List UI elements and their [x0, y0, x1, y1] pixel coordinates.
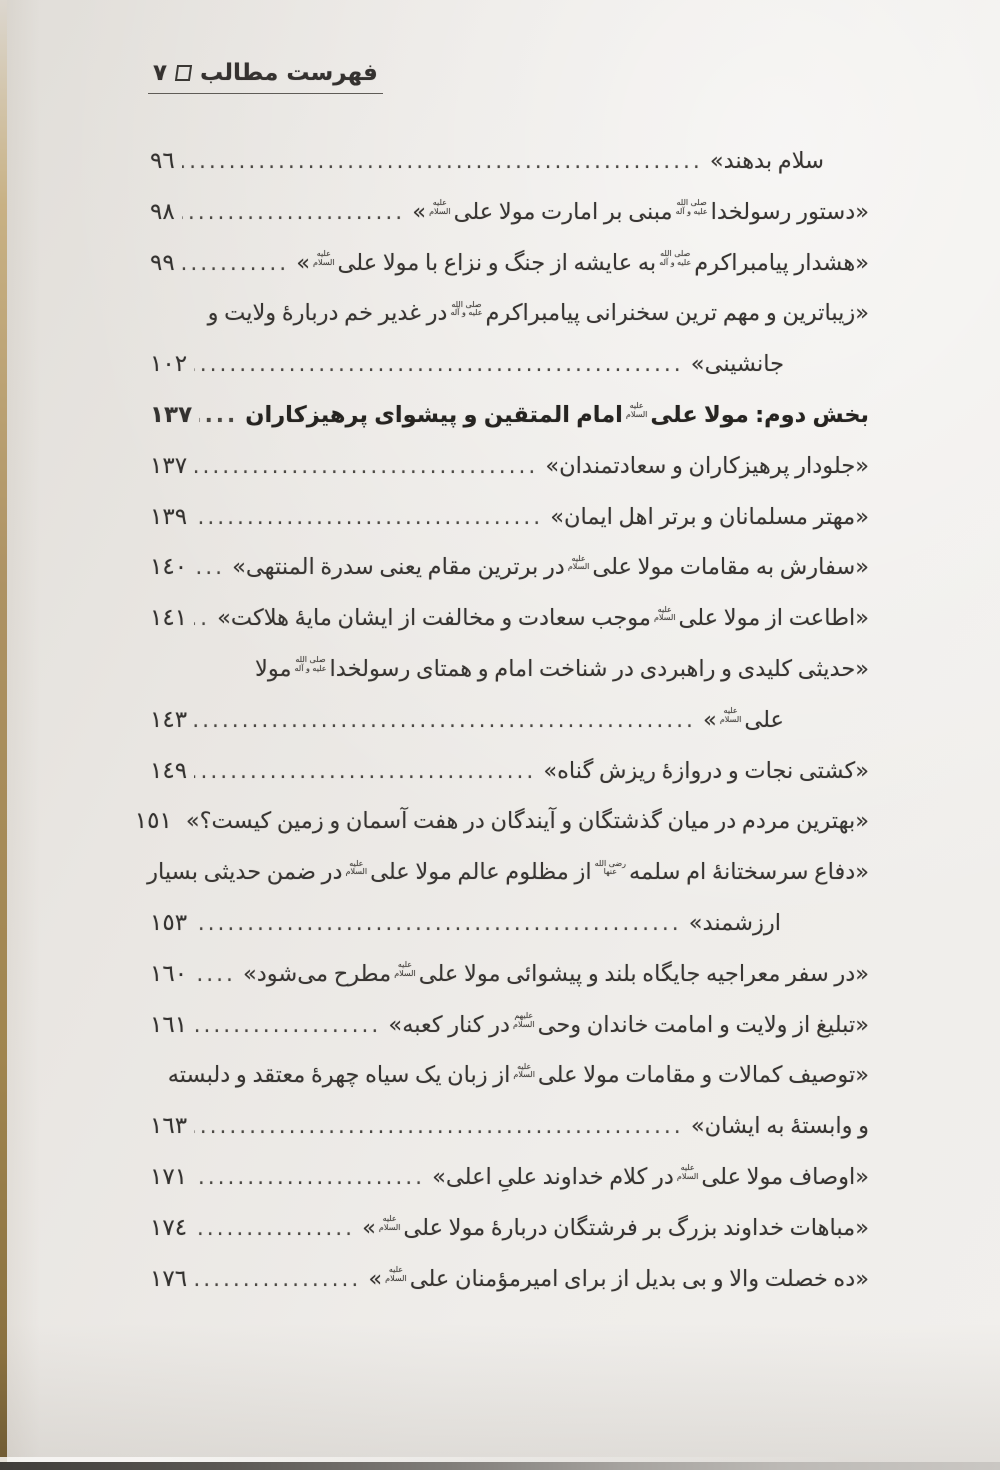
- title-text: »: [412, 198, 427, 225]
- bottom-page-edge: [0, 1462, 1000, 1470]
- header-page-number: ٧: [153, 60, 168, 86]
- toc-entry-page-number: ٩٩: [150, 249, 175, 276]
- toc-entry-title: [545, 441, 869, 492]
- toc-entry-row: [150, 593, 869, 644]
- dot-leader: [194, 441, 538, 492]
- honorific-mark: علیه السلام: [676, 1163, 699, 1181]
- toc-entry-title: [147, 847, 869, 898]
- title-text: »: [368, 1265, 383, 1292]
- honorific-mark: علیه السلام: [653, 604, 676, 623]
- toc-entry-title: [703, 695, 869, 746]
- title-text: «در سفر معراجیه جایگاه بلند و پیشوائی مولا علی: [418, 960, 869, 987]
- title-text: «دفاع سرسختانهٔ ام سلمه: [629, 859, 869, 886]
- dot-leader: [194, 746, 536, 797]
- left-page-edge: [0, 0, 7, 1470]
- dot-leader: [194, 542, 225, 593]
- toc-entry-title: [691, 1101, 869, 1152]
- toc-entry-page-number: ١٥٣: [150, 909, 188, 936]
- toc-entry-title: [245, 390, 869, 441]
- toc-entry-page-number: ١٦٣: [150, 1113, 188, 1140]
- title-text: در برترین مقام یعنی سدرة المنتهی»: [232, 554, 565, 581]
- toc-entry-page-number: ١٣٩: [150, 503, 188, 530]
- title-text: مبنی بر امارت مولا علی: [453, 198, 673, 225]
- dot-leader: [182, 238, 290, 289]
- honorific-mark: علیه السلام: [719, 706, 742, 724]
- toc-entry-title: [388, 1000, 869, 1051]
- honorific-mark: علیه السلام: [378, 1214, 401, 1232]
- dot-leader: [194, 593, 210, 644]
- toc-entry-row: [150, 339, 869, 390]
- toc-entry-title: [208, 288, 869, 339]
- title-text: «زیباترین و مهم ترین سخنرانی پیامبراکرم: [485, 300, 869, 327]
- honorific-mark: علیه السلام: [394, 960, 416, 978]
- toc-entry-row: [150, 1050, 869, 1101]
- toc-entry-row: [150, 949, 869, 1000]
- toc-entry-row: [150, 492, 869, 543]
- toc-entry-page-number: ١٤٣: [150, 706, 188, 733]
- honorific-mark: علیه السلام: [567, 553, 590, 572]
- title-text: «هشدار پیامبراکرم: [694, 249, 869, 276]
- toc-entry-row: [150, 1000, 869, 1051]
- toc-entry-title: [432, 1152, 869, 1203]
- honorific-mark: علیه السلام: [385, 1264, 407, 1283]
- title-text: «مهتر مسلمانان و برتر اهل ایمان»: [550, 503, 869, 530]
- title-text: بخش دوم: مولا علی: [650, 401, 869, 428]
- toc-entry-page-number: ١٧٤: [150, 1214, 188, 1241]
- honorific-mark: صلی الله علیه و آله: [294, 655, 327, 673]
- toc-entry-page-number: ١٦١: [150, 1011, 188, 1038]
- title-text: »: [703, 706, 717, 733]
- toc-section-row: [150, 390, 869, 441]
- title-text: «دستور رسولخدا: [710, 198, 869, 225]
- toc-entry-row: [134, 796, 869, 847]
- toc-entry-row: [150, 288, 869, 339]
- dot-leader: [182, 136, 703, 187]
- title-text: مولا: [254, 655, 292, 682]
- honorific-mark: علیه السلام: [625, 401, 648, 419]
- toc-entry-title: [232, 542, 869, 593]
- honorific-mark: علیهم السلام: [513, 1010, 535, 1029]
- toc-entry-row: [150, 1203, 869, 1254]
- title-text: ارزشمند»: [688, 909, 781, 936]
- toc-entry-row: [150, 1254, 869, 1305]
- header-square-icon: [175, 65, 192, 81]
- toc-entry-title: [255, 644, 869, 695]
- honorific-mark: صلی الله علیه و آله: [675, 198, 708, 216]
- honorific-mark: رضی الله عنها: [594, 858, 627, 877]
- dot-leader: [194, 492, 543, 543]
- toc-entry-title: [296, 238, 869, 289]
- toc-entry-title: [217, 593, 869, 644]
- dot-leader: [199, 390, 238, 441]
- dot-leader: [194, 1152, 425, 1203]
- toc-entry-title: [689, 898, 869, 949]
- toc-entry-page-number: ١٧١: [150, 1163, 188, 1190]
- toc-entry-row: [150, 644, 869, 695]
- title-text: امام المتقین و پیشوای پرهیزکاران: [245, 401, 623, 428]
- dot-leader: [194, 695, 696, 746]
- page-header: [148, 60, 383, 94]
- toc-entry-row: [150, 238, 869, 289]
- toc-entry-title: [362, 1203, 869, 1254]
- dot-leader: [194, 339, 684, 390]
- honorific-mark: علیه السلام: [429, 198, 451, 216]
- dot-leader: [194, 898, 682, 949]
- toc-entry-row: [150, 898, 869, 949]
- title-text: موجب سعادت و مخالفت از ایشان مایهٔ هلاکت»: [217, 605, 651, 632]
- dot-leader: [194, 1101, 684, 1152]
- title-text: «ده خصلت والا و بی بدیل از برای امیرمؤمنان علی: [409, 1265, 869, 1292]
- dot-leader: [182, 187, 406, 238]
- title-text: «مباهات خداوند بزرگ بر فرشتگان دربارهٔ مولا علی: [403, 1214, 869, 1241]
- title-text: «حدیثی کلیدی و راهبردی در شناخت امام و همتای رسولخدا: [329, 655, 869, 682]
- toc-entry-row: [147, 847, 869, 898]
- honorific-mark: علیه السلام: [513, 1061, 535, 1080]
- toc-entry-title: [691, 339, 869, 390]
- toc-entry-row: [150, 1101, 869, 1152]
- toc-entry-row: [150, 187, 869, 238]
- toc-entry-title: [368, 1254, 869, 1305]
- toc-entry-page-number: ١٤٩: [150, 757, 188, 784]
- title-text: «توصیف کمالات و مقامات مولا علی: [537, 1062, 869, 1089]
- title-text: از مظلوم عالم مولا علی: [370, 859, 592, 886]
- toc-entry-row: [150, 746, 869, 797]
- honorific-mark: علیه السلام: [345, 858, 368, 877]
- title-text: در ضمن حدیثی بسیار: [147, 859, 343, 886]
- title-text: »: [296, 249, 311, 276]
- toc-entry-page-number: ٩٦: [150, 148, 175, 174]
- honorific-mark: علیه السلام: [313, 248, 335, 267]
- dot-leader: [194, 1254, 361, 1305]
- toc-entry-row: [150, 136, 869, 187]
- honorific-mark: صلی الله علیه و آله: [659, 248, 692, 267]
- toc-entry-page-number: ١٠٢: [150, 351, 188, 378]
- toc-entry-title: [186, 796, 869, 847]
- title-text: «جلودار پرهیزکاران و سعادتمندان»: [545, 452, 869, 479]
- title-text: «بهترین مردم در میان گذشتگان و آیندگان در هفت آسمان و زمین کیست؟»: [185, 808, 869, 835]
- title-text: از زبان یک سیاه چهرهٔ معتقد و دلبسته: [167, 1062, 511, 1089]
- title-text: »: [362, 1214, 376, 1241]
- toc-entry-title: [550, 492, 869, 543]
- title-text: و وابستهٔ به ایشان»: [690, 1113, 869, 1140]
- toc-entry-title: [412, 187, 869, 238]
- toc-entry-row: [150, 542, 869, 593]
- title-text: «اوصاف مولا علی: [701, 1163, 869, 1190]
- title-text: «اطاعت از مولا علی: [678, 605, 869, 632]
- title-text: «سفارش به مقامات مولا علی: [592, 554, 869, 581]
- toc-entry-title: [243, 949, 869, 1000]
- toc-entry-page-number: ١٣٧: [150, 452, 188, 479]
- toc-entry-page-number: ١٤١: [150, 605, 188, 632]
- title-text: علی: [744, 706, 784, 733]
- title-text: «تبلیغ از ولایت و امامت خاندان وحی: [537, 1011, 869, 1038]
- toc-entry-page-number: ١٣٧: [150, 401, 193, 428]
- toc-entry-row: [150, 1152, 869, 1203]
- toc-entry-page-number: ١٥١: [134, 808, 172, 835]
- title-text: جانشینی»: [690, 351, 784, 378]
- title-text: در غدیر خم دربارهٔ ولایت و: [207, 300, 448, 327]
- dot-leader: [194, 1000, 381, 1051]
- dot-leader: [194, 1203, 355, 1254]
- toc-entry-row: [150, 441, 869, 492]
- title-text: در کنار کعبه»: [388, 1011, 511, 1038]
- title-text: به عایشه از جنگ و نزاع با مولا علی: [337, 249, 657, 276]
- toc-entry-page-number: ٩٨: [150, 198, 175, 225]
- header-title: فهرست مطالب: [200, 60, 378, 86]
- title-text: «کشتی نجات و دروازهٔ ریزش گناه»: [543, 757, 869, 784]
- toc-entry-title: [543, 746, 869, 797]
- toc-entry-page-number: ١٧٦: [150, 1265, 188, 1292]
- honorific-mark: صلی الله علیه و آله: [450, 299, 483, 318]
- title-text: مطرح می‌شود»: [243, 960, 392, 987]
- toc-entry-page-number: ١٤٠: [150, 554, 188, 581]
- toc-entry-page-number: ١٦٠: [150, 960, 188, 987]
- title-text: در کلام خداوند علیِ اعلی»: [432, 1163, 674, 1190]
- toc-entry-title: [168, 1050, 869, 1101]
- toc: [134, 136, 869, 1304]
- title-text: سلام بدهند»: [709, 148, 824, 174]
- toc-entry-title: [710, 136, 869, 187]
- toc-entry-row: [150, 695, 869, 746]
- dot-leader: [194, 949, 236, 1000]
